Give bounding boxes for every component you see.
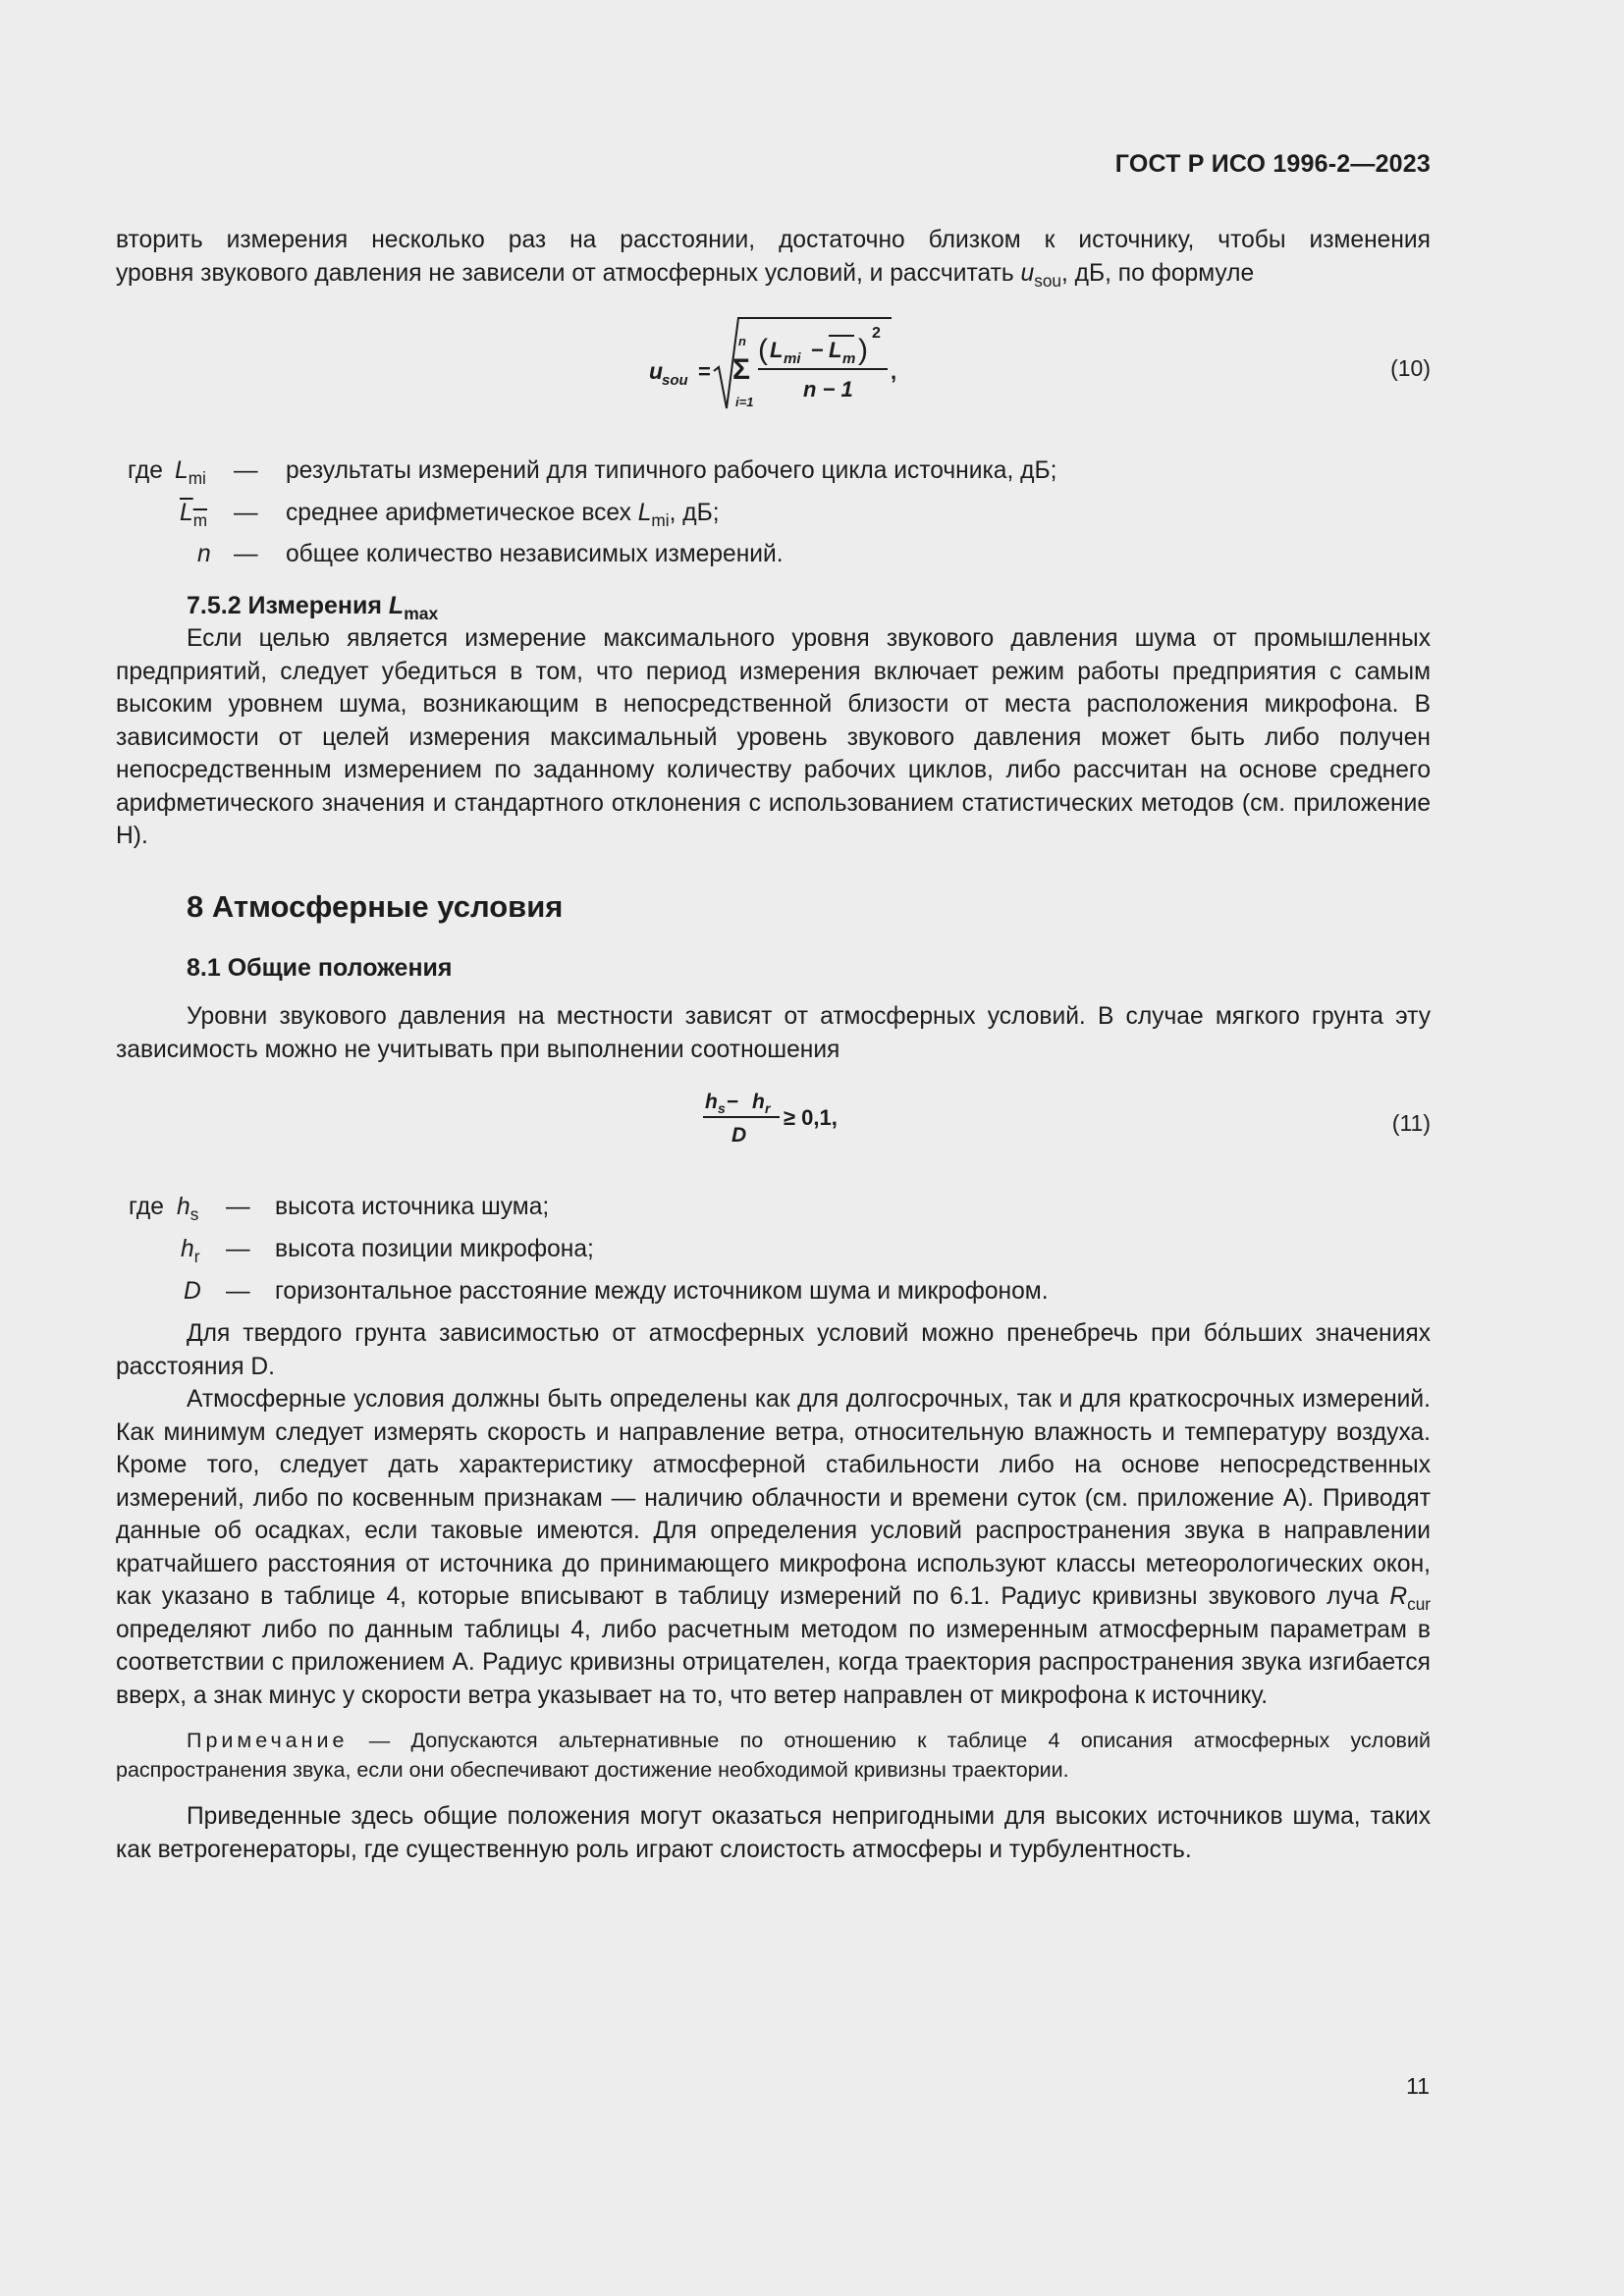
section-7-5-2-title: 7.5.2 Измерения $L_{max}$ (187, 592, 439, 624)
atmospheric-paragraphs (116, 1317, 1431, 1866)
note-paragraph: Примечание — Допускаются альтернативные по отношению к таблице 4 описания атмосферных условий распространения звука, если они обеспечивают достижение необходимой кривизны траектории. (116, 1729, 1431, 1782)
num-Lm-sub: m (842, 350, 856, 367)
intro-line-1: вторить измерения несколько раз на расстоянии, достаточно близком к источнику, чтобы изменения (116, 227, 1431, 253)
where-term: $h_r$ (181, 1236, 200, 1267)
where-desc: общее количество независимых измерений. (286, 541, 784, 567)
formula-10-eq: = (698, 359, 711, 384)
final-paragraph: Приведенные здесь общие положения могут оказаться непригодными для высоких источников шума, таких как ветрогенераторы, где существенную роль играют слоистость атмосферы и турбулентность. (116, 1803, 1431, 1863)
formula-11-graphic (116, 1086, 1431, 1154)
where-prefix: где (129, 1194, 164, 1220)
section-7-5-2 (116, 589, 1431, 853)
where-list-1 (116, 457, 1431, 565)
sum-sign: Σ (732, 353, 751, 386)
hard-ground-paragraph: Для твердого грунта зависимостью от атмосферных условий можно пренебречь при бо́льших значениях расстояния D. (116, 1320, 1431, 1380)
where-term: $h_s$ (177, 1194, 199, 1225)
section-8-1-paragraph (116, 1000, 1431, 1066)
where-desc: горизонтальное расстояние между источником шума и микрофоном. (275, 1278, 1049, 1305)
where-desc: высота позиции микрофона; (275, 1236, 594, 1262)
where-term: n (197, 541, 211, 567)
formula-11-hs: h (705, 1091, 718, 1113)
section-8-1-heading: 8.1 Общие положения (187, 954, 453, 982)
num-Lm: L (829, 338, 842, 362)
num-power: 2 (872, 325, 881, 342)
where-desc: среднее арифметическое всех $L_{mi}$, дБ; (286, 500, 720, 531)
paren-close: ) (858, 334, 868, 366)
equation-number-10: (10) (1390, 355, 1431, 381)
where-dash: — (234, 541, 258, 567)
section-8-heading: 8 Атмосферные условия (187, 889, 564, 924)
equation-number-11: (11) (1391, 1110, 1431, 1136)
paren-open: ( (758, 334, 768, 366)
where-dash: — (234, 457, 258, 484)
formula-11-hr-sub: r (765, 1100, 771, 1116)
sum-upper-limit: n (738, 334, 746, 348)
formula-10-lhs: u (649, 358, 664, 384)
where-dash: — (226, 1194, 250, 1220)
where-term: $L_m$ (180, 500, 208, 531)
where-term: $L_{mi}$ (175, 457, 206, 489)
formula-11-denominator: D (731, 1124, 747, 1147)
formula-10-comma: , (891, 359, 897, 384)
num-L: L (770, 338, 784, 362)
formula-11-minus: − (727, 1091, 739, 1113)
num-minus: − (811, 338, 824, 362)
intro-line-2: уровня звукового давления не зависели от атмосферных условий, и рассчитать $u_{sou}$, дБ, по формуле (116, 259, 1255, 291)
intro-paragraph (116, 224, 1431, 290)
where-dash: — (226, 1278, 250, 1305)
formula-11-rhs: ≥ 0,1, (784, 1105, 838, 1130)
where-desc: результаты измерений для типичного рабочего цикла источника, дБ; (286, 457, 1057, 484)
page-number: 11 (1406, 2073, 1430, 2099)
document-header: ГОСТ Р ИСО 1996-2—2023 (1114, 150, 1431, 178)
formula-11-hs-sub: s (718, 1100, 726, 1116)
formula-11-hr: h (752, 1091, 765, 1113)
where-dash: — (234, 500, 258, 526)
sum-lower-limit: i=1 (735, 395, 754, 409)
formula-11 (116, 1086, 1431, 1154)
formula-10 (116, 312, 1431, 420)
formula-10-graphic (116, 312, 1431, 420)
formula-10-lhs-sub: sou (662, 372, 688, 389)
denominator: n − 1 (803, 377, 853, 401)
num-L-sub: mi (784, 350, 801, 367)
where-desc: высота источника шума; (275, 1194, 550, 1220)
section-8-1-text: Уровни звукового давления на местности зависят от атмосферных условий. В случае мягкого грунта эту зависимость можно не учитывать при выполнении соотношения (116, 1003, 1431, 1063)
where-term: D (184, 1278, 201, 1305)
where-prefix: где (128, 457, 163, 484)
where-dash: — (226, 1236, 250, 1262)
section-7-5-2-text: Если целью является измерение максимального уровня звукового давления шума от промышленных предприятий, следует убедиться в том, что период измерения включает режим работы предприятия с самым высоким уровнем шума, возникающим в непосредственной близости от места расположения микрофона. В зависимости от целей измерения максимальный уровень звукового давления может быть либо получен непосредственным измерением по заданному количеству рабочих циклов, либо рассчитан на основе среднего арифметического значения и стандартного отклонения с использованием статистических методов (см. приложение Н). (116, 625, 1431, 849)
where-list-2 (116, 1194, 1431, 1305)
atmospheric-conditions-paragraph: Атмосферные условия должны быть определены как для долгосрочных, так и для краткосрочных измерений. Как минимум следует измерять скорость и направление ветра, относительную влажность и температуру воздуха. Кроме того, следует дать характеристику атмосферной стабильности либо на основе непосредственных измерений, либо по косвенным признакам — наличию облачности и времени суток (см. приложение А). Приводят данные об осадках, если таковые имеются. Для определения условий распространения звука в направлении кратчайшего расстояния от источника до принимающего микрофона используют классы метеорологических окон, как указано в таблице 4, которые вписывают в таблицу измерений по 6.1. Радиус кривизны звукового луча $R_{cur}$ определяют либо по данным таблицы 4, либо расчетным методом по измеренным атмосферным параметрам в соответствии с приложением А. Радиус кривизны отрицателен, когда траектория распространения звука изгибается вверх, а знак минус у скорости ветра указывает на то, что ветер направлен от микрофона к источнику. (116, 1386, 1431, 1709)
